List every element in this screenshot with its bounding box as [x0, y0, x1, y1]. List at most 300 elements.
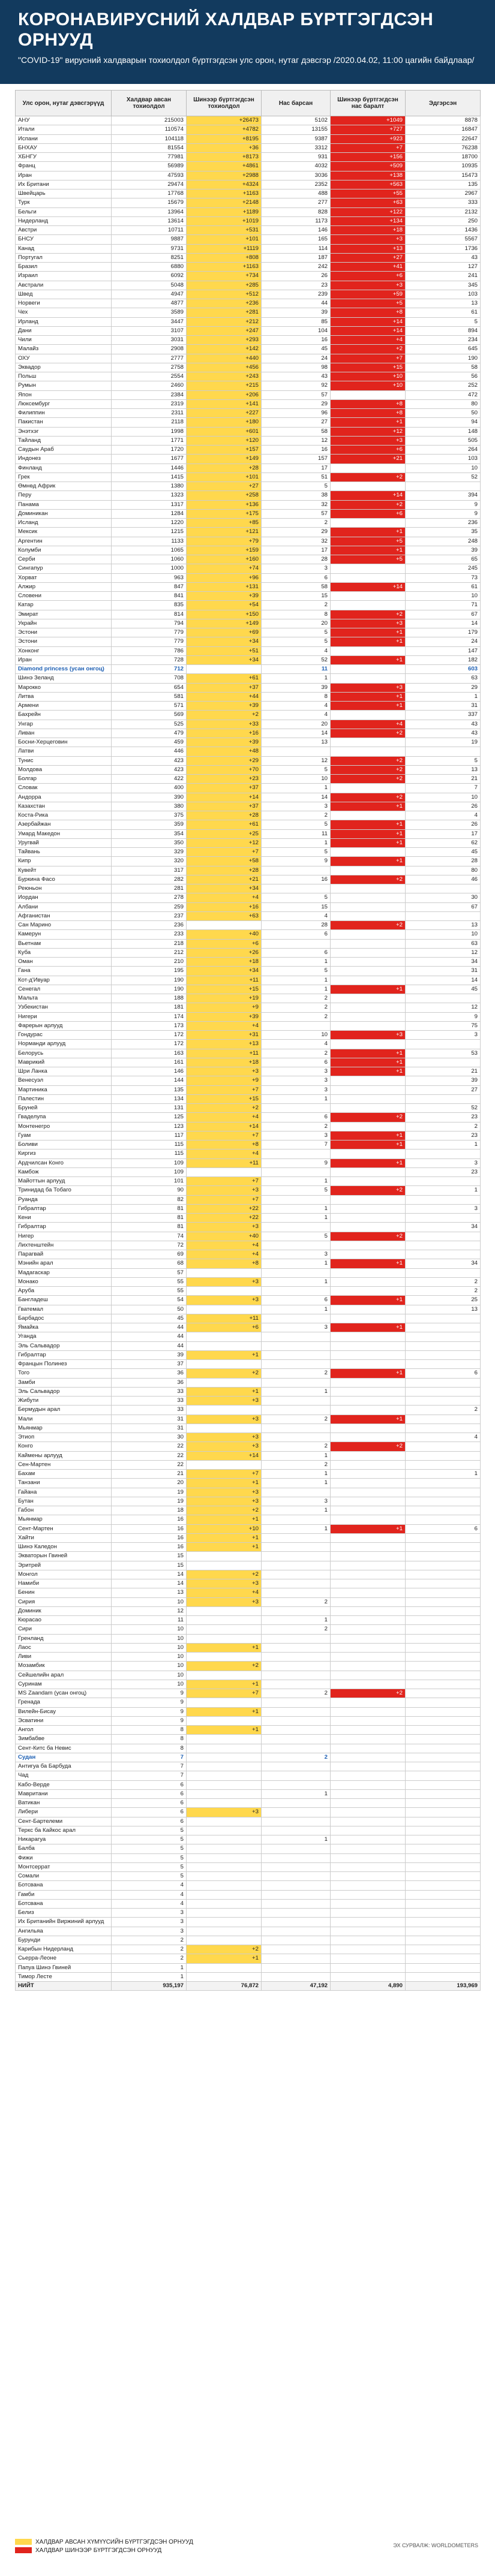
cell-new-cases: +142 [187, 345, 262, 354]
cell-country: Израил [16, 272, 112, 281]
cell-recovered: 1736 [406, 244, 481, 253]
cell-deaths: 26 [262, 272, 331, 281]
cell-new-cases: +4861 [187, 162, 262, 171]
cell-new-cases: +29 [187, 756, 262, 765]
cell-recovered: 28 [406, 857, 481, 866]
table-row [16, 866, 481, 875]
cell-new-cases: +48 [187, 747, 262, 756]
cell-new-cases: +3 [187, 1223, 262, 1232]
cell-new-cases [187, 1332, 262, 1341]
cell-recovered [406, 1314, 481, 1323]
cell-recovered [406, 884, 481, 893]
cell-recovered [406, 1442, 481, 1451]
cell-recovered: 62 [406, 838, 481, 847]
cell-infected: 195 [112, 967, 187, 976]
cell-new-deaths: +63 [331, 198, 406, 207]
cell-recovered: 45 [406, 848, 481, 857]
cell-country: Мьянмар [16, 1515, 112, 1524]
cell-new-cases [187, 1927, 262, 1936]
cell-new-deaths: +2 [331, 729, 406, 738]
cell-new-cases: +7 [187, 1131, 262, 1140]
cell-deaths: 57 [262, 390, 331, 399]
cell-infected: 7 [112, 1753, 187, 1762]
table-row [16, 875, 481, 884]
table-row [16, 1662, 481, 1671]
cell-infected: 581 [112, 692, 187, 701]
cell-deaths [262, 1653, 331, 1662]
cell-new-deaths: +4 [331, 720, 406, 729]
cell-recovered: 14 [406, 619, 481, 628]
cell-recovered: 39 [406, 546, 481, 555]
cell-new-cases: +34 [187, 637, 262, 646]
cell-recovered: 2 [406, 1122, 481, 1131]
cell-infected: 7 [112, 1771, 187, 1780]
cell-new-cases [187, 1287, 262, 1296]
cell-deaths: 5 [262, 848, 331, 857]
cell-new-deaths [331, 1762, 406, 1771]
cell-new-cases: +51 [187, 646, 262, 655]
cell-country: Норманди арлууд [16, 1040, 112, 1049]
cell-country: Гибралтар [16, 1223, 112, 1232]
cell-new-deaths [331, 1360, 406, 1369]
cell-recovered: 147 [406, 646, 481, 655]
cell-infected: 104118 [112, 134, 187, 143]
cell-new-cases: +54 [187, 601, 262, 610]
cell-new-deaths: +1049 [331, 116, 406, 125]
table-row [16, 628, 481, 637]
cell-new-cases [187, 1460, 262, 1469]
cell-infected: 814 [112, 610, 187, 619]
cell-recovered [406, 1716, 481, 1725]
table-row [16, 1844, 481, 1853]
cell-new-cases: +101 [187, 473, 262, 482]
cell-new-cases: +15 [187, 985, 262, 994]
cell-deaths [262, 1707, 331, 1716]
cell-recovered [406, 1214, 481, 1223]
cell-deaths [262, 1909, 331, 1918]
cell-infected: 3 [112, 1918, 187, 1927]
cell-infected: 4 [112, 1899, 187, 1908]
table-row [16, 711, 481, 720]
cell-deaths: 11 [262, 829, 331, 838]
cell-country: Катар [16, 601, 112, 610]
cell-new-cases: +31 [187, 1031, 262, 1040]
cell-recovered: 250 [406, 216, 481, 225]
cell-deaths [262, 1698, 331, 1707]
cell-recovered: 56 [406, 372, 481, 381]
cell-recovered [406, 1707, 481, 1716]
cell-deaths: 2 [262, 811, 331, 820]
cell-recovered: 52 [406, 473, 481, 482]
page-title: КОРОНАВИРУСНИЙ ХАЛДВАР БҮРТГЭГДСЭН ОРНУУД [18, 10, 434, 50]
table-row [16, 1918, 481, 1927]
cell-deaths: 1 [262, 1479, 331, 1488]
table-row [16, 1195, 481, 1204]
cell-country: Малайз [16, 345, 112, 354]
table-row [16, 1406, 481, 1415]
cell-new-deaths [331, 1862, 406, 1871]
cell-new-cases: +159 [187, 546, 262, 555]
table-row [16, 171, 481, 180]
cell-country: Монгол [16, 1570, 112, 1579]
cell-recovered: 50 [406, 409, 481, 418]
table-row [16, 436, 481, 445]
cell-new-deaths [331, 1561, 406, 1570]
cell-deaths: 10 [262, 1031, 331, 1040]
cell-new-cases: +2148 [187, 198, 262, 207]
cell-deaths [262, 1397, 331, 1406]
cell-deaths [262, 1433, 331, 1442]
table-row [16, 702, 481, 711]
cell-deaths: 6 [262, 930, 331, 939]
cell-country: Фарерын арлууд [16, 1021, 112, 1030]
cell-country: Ардчилсан Конго [16, 1158, 112, 1167]
table-row [16, 399, 481, 408]
cell-deaths: 1 [262, 1506, 331, 1515]
cell-deaths: 488 [262, 189, 331, 198]
cell-new-cases [187, 1817, 262, 1826]
cell-recovered: 3 [406, 1031, 481, 1040]
cell-new-deaths [331, 1853, 406, 1862]
table-row [16, 189, 481, 198]
cell-new-deaths [331, 1588, 406, 1597]
cell-new-deaths: +1 [331, 628, 406, 637]
table-row [16, 1616, 481, 1625]
table-row [16, 1031, 481, 1040]
cell-country: Сан Марино [16, 921, 112, 930]
cell-new-deaths: +8 [331, 409, 406, 418]
cell-infected: 1415 [112, 473, 187, 482]
cell-new-deaths [331, 1927, 406, 1936]
cell-infected: 37 [112, 1360, 187, 1369]
cell-recovered: 22647 [406, 134, 481, 143]
cell-country: Саудын Араб [16, 446, 112, 455]
cell-infected: 161 [112, 1058, 187, 1067]
cell-new-deaths [331, 646, 406, 655]
cell-new-deaths [331, 811, 406, 820]
table-row [16, 180, 481, 189]
table-row [16, 253, 481, 262]
column-header-deaths: Нас барсан [262, 91, 331, 116]
cell-infected: 1220 [112, 519, 187, 528]
table-row [16, 1881, 481, 1890]
cell-country: Мавритани [16, 1789, 112, 1798]
table-row [16, 308, 481, 317]
cell-new-cases: +121 [187, 528, 262, 537]
table-row [16, 216, 481, 225]
cell-deaths: 1 [262, 985, 331, 994]
cell-infected: 109 [112, 1167, 187, 1176]
cell-infected: 172 [112, 1040, 187, 1049]
cell-new-cases: +39 [187, 702, 262, 711]
cell-country: Кувейт [16, 866, 112, 875]
cell-recovered: 10935 [406, 162, 481, 171]
cell-recovered: 236 [406, 519, 481, 528]
cell-new-cases: +2 [187, 1506, 262, 1515]
cell-new-cases: +69 [187, 628, 262, 637]
cell-country: Боливи [16, 1140, 112, 1149]
cell-country: Бутан [16, 1497, 112, 1506]
table-row [16, 390, 481, 399]
cell-deaths: 28 [262, 921, 331, 930]
cell-country: Тринидад ба Тобаго [16, 1186, 112, 1195]
cell-infected: 15 [112, 1552, 187, 1561]
cell-new-cases [187, 1936, 262, 1945]
cell-new-cases [187, 1899, 262, 1908]
cell-infected: 21 [112, 1470, 187, 1479]
cell-new-cases [187, 1606, 262, 1615]
table-body [16, 116, 481, 1982]
cell-new-deaths [331, 482, 406, 491]
table-row [16, 1341, 481, 1350]
table-row [16, 1606, 481, 1615]
cell-new-deaths [331, 390, 406, 399]
cell-new-deaths: +1 [331, 838, 406, 847]
cell-deaths: 10 [262, 775, 331, 784]
cell-deaths: 6 [262, 1296, 331, 1305]
cell-new-deaths: +15 [331, 363, 406, 372]
cell-deaths: 32 [262, 500, 331, 509]
cell-country: Турк [16, 198, 112, 207]
cell-country: Маврикий [16, 1058, 112, 1067]
cell-country: Барбадос [16, 1314, 112, 1323]
cell-deaths [262, 1963, 331, 1972]
table-row [16, 820, 481, 829]
cell-infected: 135 [112, 1085, 187, 1094]
cell-new-deaths [331, 711, 406, 720]
cell-new-deaths [331, 1634, 406, 1643]
cell-recovered: 6 [406, 1524, 481, 1533]
table-row [16, 1707, 481, 1716]
table-row [16, 1872, 481, 1881]
cell-deaths: 5 [262, 820, 331, 829]
table-row [16, 446, 481, 455]
cell-infected: 16 [112, 1533, 187, 1542]
table-row [16, 1460, 481, 1469]
cell-new-cases: +180 [187, 418, 262, 427]
cell-deaths: 5 [262, 1232, 331, 1241]
cell-recovered: 25 [406, 1296, 481, 1305]
cell-new-cases: +4 [187, 1149, 262, 1158]
cell-country: Гибралтар [16, 1204, 112, 1213]
table-row [16, 1835, 481, 1844]
table-row [16, 263, 481, 272]
table-row [16, 738, 481, 747]
cell-new-cases: +26 [187, 948, 262, 957]
cell-infected: 10 [112, 1634, 187, 1643]
cell-deaths: 3 [262, 1497, 331, 1506]
cell-new-deaths [331, 1277, 406, 1286]
cell-new-deaths [331, 1149, 406, 1158]
cell-recovered [406, 1460, 481, 1469]
cell-recovered: 9 [406, 500, 481, 509]
cell-new-deaths: +2 [331, 1232, 406, 1241]
cell-infected: 210 [112, 958, 187, 967]
cell-deaths: 27 [262, 418, 331, 427]
cell-recovered: 190 [406, 354, 481, 363]
cell-new-cases: +3 [187, 1067, 262, 1076]
cell-new-deaths [331, 1716, 406, 1725]
cell-deaths: 9387 [262, 134, 331, 143]
cell-country: Бахрейн [16, 711, 112, 720]
cell-country: Ирланд [16, 317, 112, 326]
cell-country: Норвеги [16, 299, 112, 308]
table-row [16, 985, 481, 994]
cell-new-deaths [331, 1817, 406, 1826]
cell-new-cases: +36 [187, 143, 262, 152]
cell-deaths: 6 [262, 1058, 331, 1067]
table-row [16, 1597, 481, 1606]
cell-infected: 3107 [112, 326, 187, 335]
cell-new-cases: +8 [187, 1140, 262, 1149]
cell-new-deaths [331, 784, 406, 793]
cell-infected: 17768 [112, 189, 187, 198]
cell-recovered [406, 1350, 481, 1359]
cell-country: Киргиз [16, 1149, 112, 1158]
cell-country: Лаос [16, 1643, 112, 1652]
table-row [16, 1094, 481, 1103]
cell-new-cases [187, 1716, 262, 1725]
cell-recovered: 43 [406, 253, 481, 262]
cell-deaths: 2352 [262, 180, 331, 189]
cell-country: Эритрей [16, 1561, 112, 1570]
cell-new-cases: +131 [187, 582, 262, 591]
table-row [16, 857, 481, 866]
cell-new-cases: +3 [187, 1597, 262, 1606]
table-row [16, 1488, 481, 1497]
cell-recovered: 17 [406, 829, 481, 838]
cell-country: Эстони [16, 628, 112, 637]
table-row [16, 125, 481, 134]
cell-infected: 2311 [112, 409, 187, 418]
cell-deaths: 98 [262, 363, 331, 372]
cell-deaths: 165 [262, 235, 331, 244]
cell-new-deaths: +1 [331, 820, 406, 829]
cell-deaths: 3 [262, 1085, 331, 1094]
cell-new-deaths [331, 1250, 406, 1259]
cell-new-deaths: +10 [331, 381, 406, 390]
cell-new-cases: +61 [187, 674, 262, 683]
cell-new-cases [187, 1972, 262, 1981]
table-row [16, 994, 481, 1003]
table-row [16, 1021, 481, 1030]
table-row [16, 427, 481, 436]
cell-recovered: 12 [406, 1003, 481, 1012]
cell-country: БНХАУ [16, 143, 112, 152]
cell-country: Иордан [16, 893, 112, 902]
table-row [16, 1552, 481, 1561]
cell-recovered: 67 [406, 610, 481, 619]
cell-new-cases [187, 1378, 262, 1387]
cell-new-cases: +2 [187, 1662, 262, 1671]
cell-recovered: 645 [406, 345, 481, 354]
cell-infected: 459 [112, 738, 187, 747]
cell-new-deaths: +3 [331, 683, 406, 692]
cell-recovered: 2132 [406, 207, 481, 216]
cell-recovered [406, 1533, 481, 1542]
cell-new-cases [187, 1844, 262, 1853]
cell-deaths: 9 [262, 857, 331, 866]
cell-new-deaths [331, 1094, 406, 1103]
cell-new-cases: +18 [187, 1058, 262, 1067]
table-row [16, 354, 481, 363]
table-row [16, 1963, 481, 1972]
cell-new-deaths: +3 [331, 1031, 406, 1040]
cell-country: Бурунди [16, 1936, 112, 1945]
cell-infected: 1 [112, 1963, 187, 1972]
cell-recovered [406, 1250, 481, 1259]
cell-deaths: 96 [262, 409, 331, 418]
cell-deaths: 2 [262, 994, 331, 1003]
cell-new-cases: +4 [187, 1241, 262, 1250]
cell-country: Руанда [16, 1195, 112, 1204]
cell-infected: 278 [112, 893, 187, 902]
table-row [16, 1909, 481, 1918]
cell-deaths [262, 1808, 331, 1817]
cell-new-cases: +63 [187, 911, 262, 920]
cell-recovered [406, 1853, 481, 1862]
cell-new-deaths [331, 1397, 406, 1406]
cell-deaths: 43 [262, 372, 331, 381]
cell-country: Мозамбик [16, 1662, 112, 1671]
cell-country: Ливан [16, 729, 112, 738]
cell-country: Сент-Китс ба Невис [16, 1744, 112, 1753]
cell-new-cases: +808 [187, 253, 262, 262]
table-row [16, 1204, 481, 1213]
table-row [16, 1104, 481, 1113]
cell-new-deaths [331, 1872, 406, 1881]
cell-deaths: 3 [262, 802, 331, 811]
cell-new-deaths [331, 1214, 406, 1223]
cell-country: Алжир [16, 582, 112, 591]
cell-infected: 188 [112, 994, 187, 1003]
cell-new-cases [187, 1862, 262, 1871]
cell-infected: 963 [112, 573, 187, 582]
cell-recovered: 9 [406, 1012, 481, 1021]
cell-recovered: 14 [406, 976, 481, 985]
table-row [16, 893, 481, 902]
cell-new-cases: +28 [187, 464, 262, 473]
cell-deaths: 4 [262, 702, 331, 711]
cell-recovered [406, 1579, 481, 1588]
cell-recovered: 5 [406, 756, 481, 765]
cell-recovered: 23 [406, 1113, 481, 1122]
cell-country: Эстони [16, 637, 112, 646]
cell-recovered: 23 [406, 1131, 481, 1140]
table-row [16, 326, 481, 335]
cell-new-deaths: +156 [331, 153, 406, 162]
cell-new-cases: +37 [187, 683, 262, 692]
cell-new-cases: +3 [187, 1433, 262, 1442]
cell-new-deaths [331, 1552, 406, 1561]
cell-deaths [262, 1671, 331, 1680]
cell-infected: 81554 [112, 143, 187, 152]
cell-country: Франц [16, 162, 112, 171]
total-infected: 935,197 [112, 1982, 187, 1991]
cell-country: Оман [16, 958, 112, 967]
table-row [16, 1259, 481, 1268]
cell-country: Этиоп [16, 1433, 112, 1442]
table-row [16, 1378, 481, 1387]
cell-infected: 4 [112, 1890, 187, 1899]
cell-recovered [406, 1680, 481, 1689]
cell-new-deaths: +1 [331, 1296, 406, 1305]
cell-new-deaths: +14 [331, 582, 406, 591]
cell-recovered: 10 [406, 464, 481, 473]
cell-deaths: 1 [262, 1616, 331, 1625]
cases-table [15, 90, 481, 1991]
cell-new-deaths [331, 1451, 406, 1460]
